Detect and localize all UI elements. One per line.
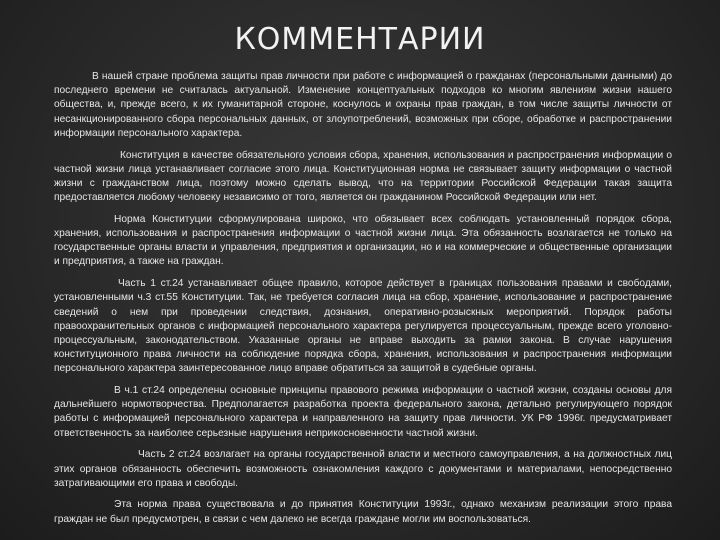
paragraph-6: Часть 2 ст.24 возлагает на органы государственной власти и местного самоуправления, а на должностных лиц этих органов обязанность обеспечить возможность ознакомления каждого с документами и материалами, непосредственно затрагивающими его права и свободы. (54, 449, 672, 489)
paragraph-5: В ч.1 ст.24 определены основные принципы правового режима информации о частной жизни, созданы основы для дальнейшего нормотворчества. Предполагается разработка проекта федерального закона, детально регулирующего порядок работы с информацией персонального характера и направленного на защиту прав личности. УК РФ 1996г. предусматривает ответственность за наиболее серьезные нарушения неприкосновенности частной жизни. (54, 385, 672, 439)
paragraph-3: Норма Конституции сформулирована широко, что обязывает всех соблюдать установленный порядок сбора, хранения, использования и распространения информации о частной жизни лица. Эта обязанность возлагается не только на государственные органы власти и управления, предприятия и организации, но и на коммерческие и общественные организации и предприятия, а также на граждан. (54, 213, 672, 268)
paragraph-2: Конституция в качестве обязательного условия сбора, хранения, использования и распространения информации о частной жизни лица устанавливает согласие этого лица. Конституционная норма не связывает защиту информации о частной жизни с гражданством лица, поэтому можно сделать вывод, что на территории Российской Федерации такая защита предоставляется любому человеку независимо от того, является он гражданином Российской Федерации или нет. (54, 149, 672, 204)
slide-title: КОММЕНТАРИИ (234, 22, 486, 57)
paragraph-7: Эта норма права существовала и до принятия Конституции 1993г., однако механизм реализации этого права граждан не был предусмотрен, в связи с чем далеко не всегда граждане могли им воспользоваться. (54, 499, 672, 525)
paragraph-4: Часть 1 ст.24 устанавливает общее правило, которое действует в границах пользования правами и свободами, установленными ч.3 ст.55 Конституции. Так, не требуется согласия лица на сбор, хранение, использование и распространение сведений о нем при проведении следствия, дознания, оперативно-розыскных мероприятий. Порядок работы правоохранительных органов с информацией персонального характера регулируется процессуальным, прежде всего уголовно-процессуальным, законодательством. Указанные органы не вправе выходить за рамки закона. В случае нарушения конституционного права личности на соблюдение порядка сбора, хранения, использования и распространения информации персонального характера заинтересованное лицо вправе обратиться за защитой в судебные органы. (54, 278, 672, 375)
paragraph-1: В нашей стране проблема защиты прав личности при работе с информацией о гражданах (персональными данными) до последнего времени не считалась актуальной. Изменение концептуальных подходов ко многим явлениям жизни нашего общества, и, прежде всего, к их гуманитарной стороне, коснулось и охраны прав граждан, в том числе защиты личности от несанкционированного сбора персональных данных, от злоупотреблений, возможных при сборе, обработке и распространении информации персонального характера. (54, 71, 672, 139)
slide-body (54, 70, 672, 534)
